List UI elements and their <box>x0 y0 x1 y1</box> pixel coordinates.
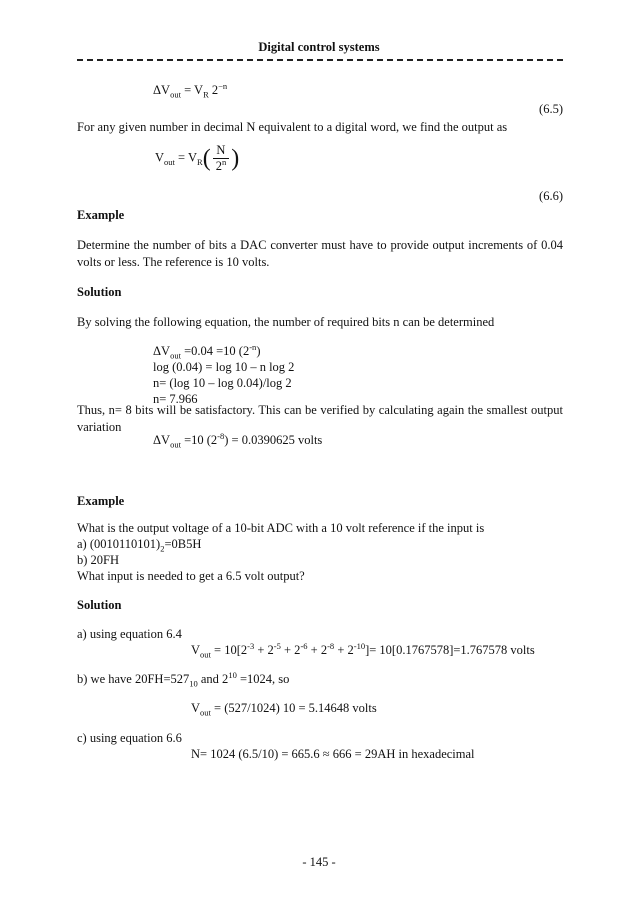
a-eq-e3: -6 <box>300 640 308 651</box>
solution-2-c-label: c) using equation 6.6 <box>77 731 182 745</box>
solution-line-4: n= 7.966 <box>153 392 198 406</box>
part-a-post: =0B5H <box>164 537 202 551</box>
a-eq-p5: + 2 <box>334 643 354 657</box>
solution-line-1 <box>153 341 261 361</box>
solution-line-3: n= (log 10 – log 0.04)/log 2 <box>153 376 292 390</box>
part-a-sub: 2 <box>160 543 165 554</box>
b-label-mid: and 2 <box>197 672 229 686</box>
b-label-sup: 10 <box>228 669 237 680</box>
solution-conclusion: Thus, n= 8 bits will be satisfactory. This can be verified by calculating again the smallest output variation <box>77 403 563 434</box>
page-number: - 145 - <box>302 855 336 869</box>
b-label-pre: b) we have 20FH=527 <box>77 672 190 686</box>
eq-two: 2 <box>208 83 219 97</box>
solution-2-b-label <box>77 669 290 689</box>
solution-line-5 <box>153 430 323 450</box>
b-eq-v: V <box>191 701 201 715</box>
example-heading: Example <box>77 208 125 222</box>
denom-base: 2 <box>215 159 222 173</box>
equation-number-6-5: (6.5) <box>539 102 563 116</box>
solution-2-c-equation: N= 1024 (6.5/10) = 665.6 ≈ 666 = 29AH in hexadecimal <box>191 747 475 761</box>
solution-2-a-label: a) using equation 6.4 <box>77 627 182 641</box>
eq-delta-v: ΔV <box>153 83 171 97</box>
example-text: Determine the number of bits a DAC converter must have to provide output increments of 0.04 volts or less. The reference is 10 volts. <box>77 238 563 269</box>
line5-end: ) = 0.0390625 volts <box>224 433 323 447</box>
a-eq-p4: + 2 <box>307 643 328 657</box>
example-2-question: What is the output voltage of a 10-bit ADC with a 10 volt reference if the input is <box>77 521 485 535</box>
example-2-part-c: What input is needed to get a 6.5 volt output? <box>77 569 305 583</box>
part-a-pre: a) (0010110101) <box>77 537 161 551</box>
solution-2-b-equation <box>191 701 377 716</box>
b-eq-rest: = (527/1024) 10 = 5.14648 volts <box>210 701 377 715</box>
equation-6-5 <box>153 80 228 100</box>
a-eq-e4: -8 <box>327 640 335 651</box>
left-paren: ( <box>202 145 211 172</box>
eq-equals-vr: = V <box>174 150 198 165</box>
b-label-post: =1024, so <box>236 672 290 686</box>
fraction-numerator: N <box>213 143 230 159</box>
right-paren: ) <box>231 145 240 172</box>
running-header: Digital control systems <box>258 40 380 54</box>
a-eq-v: V <box>191 643 201 657</box>
b-eq-sub: out <box>200 707 211 718</box>
a-eq-e5: -10 <box>353 640 366 651</box>
line5-mid: =10 (2 <box>180 433 218 447</box>
paragraph-output: For any given number in decimal N equivalent to a digital word, we find the output as <box>77 120 508 134</box>
solution-2-a-equation <box>191 640 535 660</box>
solution-heading: Solution <box>77 285 122 299</box>
eq-equals-vr: = V <box>180 83 204 97</box>
a-eq-sub: out <box>200 649 211 660</box>
eq-sub-r: R <box>197 156 203 167</box>
equation-number-6-6: (6.6) <box>539 189 563 203</box>
denom-exponent: n <box>221 156 227 167</box>
example-2-heading: Example <box>77 494 125 508</box>
a-eq-e1: -3 <box>247 640 255 651</box>
line1-end: ) <box>256 344 261 358</box>
eq-sub-out: out <box>164 156 175 167</box>
solution-line-2: log (0.04) = log 10 – n log 2 <box>153 360 295 374</box>
eq-v: V <box>155 150 165 165</box>
line1-mid: =0.04 =10 (2 <box>180 344 250 358</box>
header-rule <box>77 59 563 61</box>
solution-2-heading: Solution <box>77 598 122 612</box>
eq-exponent: −n <box>218 80 228 91</box>
equation-6-6 <box>155 143 239 174</box>
fraction-denominator <box>213 156 230 174</box>
a-eq-p2: + 2 <box>254 643 274 657</box>
line1-sub: out <box>170 350 181 361</box>
a-eq-p6: ]= 10[0.1767578]=1.767578 volts <box>365 643 535 657</box>
a-eq-p1: = 10[2 <box>210 643 248 657</box>
b-label-sub: 10 <box>189 678 198 689</box>
line5-sup: -8 <box>217 430 225 441</box>
line1-sup: -n <box>249 341 257 352</box>
line5-delta: ΔV <box>153 433 171 447</box>
solution-intro: By solving the following equation, the number of required bits n can be determined <box>77 315 495 329</box>
a-eq-p3: + 2 <box>280 643 301 657</box>
a-eq-e2: -5 <box>273 640 281 651</box>
eq-sub-out: out <box>170 89 181 100</box>
example-2-part-b: b) 20FH <box>77 553 120 567</box>
example-2-part-a <box>77 537 201 552</box>
line5-sub: out <box>170 439 181 450</box>
eq-sub-r: R <box>203 89 209 100</box>
fraction <box>213 143 230 174</box>
line1-delta: ΔV <box>153 344 171 358</box>
